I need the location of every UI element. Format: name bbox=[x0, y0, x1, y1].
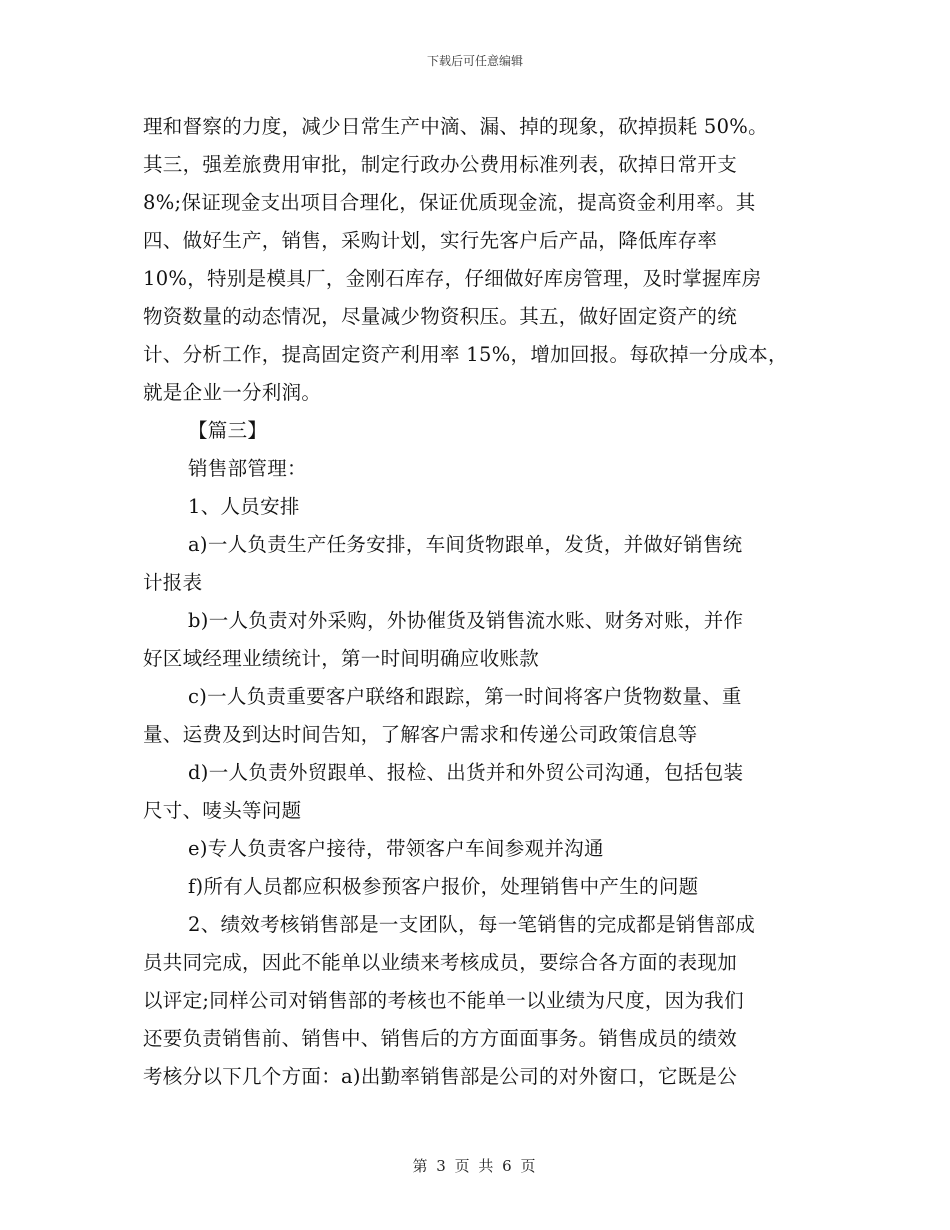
text-line: 员共同完成，因此不能单以业绩来考核成员，要综合各方面的表现加 bbox=[143, 951, 738, 974]
text-line: 10%，特别是模具厂，金刚石库存，仔细做好库房管理，及时掌握库房 bbox=[143, 267, 762, 290]
list-item-line: 好区域经理业绩统计，第一时间明确应收账款 bbox=[143, 647, 540, 670]
text-line: 8%;保证现金支出项目合理化，保证优质现金流，提高资金利用率。其 bbox=[143, 191, 756, 214]
page-header: 下载后可任意编辑 bbox=[426, 54, 523, 68]
text-line: 物资数量的动态情况，尽量减少物资积压。其五，做好固定资产的统 bbox=[143, 305, 738, 328]
list-item-line: 计报表 bbox=[143, 571, 203, 594]
page-number-footer: 第 3 页 共 6 页 bbox=[412, 1157, 538, 1175]
text-line: 还要负责销售前、销售中、销售后的方方面面事务。销售成员的绩效 bbox=[143, 1027, 738, 1050]
list-item-line: e)专人负责客户接待，带领客户车间参观并沟通 bbox=[188, 837, 604, 860]
numbered-heading: 1、人员安排 bbox=[188, 495, 300, 518]
text-line: 以评定;同样公司对销售部的考核也不能单一以业绩为尺度，因为我们 bbox=[143, 989, 744, 1012]
text-line: 考核分以下几个方面：a)出勤率销售部是公司的对外窗口，它既是公 bbox=[143, 1065, 738, 1088]
document-body bbox=[143, 108, 823, 1096]
section-heading: 【篇三】 bbox=[188, 419, 268, 442]
text-line: 四、做好生产，销售，采购计划，实行先客户后产品，降低库存率 bbox=[143, 229, 718, 252]
list-item-line: a)一人负责生产任务安排，车间货物跟单，发货，并做好销售统 bbox=[188, 533, 743, 556]
list-item-line: b)一人负责对外采购，外协催货及销售流水账、财务对账，并作 bbox=[188, 609, 744, 632]
list-item-line: d)一人负责外贸跟单、报检、出货并和外贸公司沟通，包括包装 bbox=[188, 761, 744, 784]
subsection-heading: 销售部管理： bbox=[188, 457, 307, 480]
numbered-paragraph-line: 2、绩效考核销售部是一支团队，每一笔销售的完成都是销售部成 bbox=[188, 913, 756, 936]
list-item-line: f)所有人员都应积极参预客户报价，处理销售中产生的问题 bbox=[188, 875, 699, 898]
text-line: 其三，强差旅费用审批，制定行政办公费用标准列表，砍掉日常开支 bbox=[143, 153, 738, 176]
text-line: 理和督察的力度，减少日常生产中滴、漏、掉的现象，砍掉损耗 50%。 bbox=[143, 115, 768, 138]
text-line: 就是企业一分利润。 bbox=[143, 381, 322, 404]
list-item-line: 尺寸、唛头等问题 bbox=[143, 799, 302, 822]
list-item-line: c)一人负责重要客户联络和跟踪，第一时间将客户货物数量、重 bbox=[188, 685, 742, 708]
text-line: 计、分析工作，提高固定资产利用率 15%，增加回报。每砍掉一分成本， bbox=[143, 343, 788, 366]
list-item-line: 量、运费及到达时间告知，了解客户需求和传递公司政策信息等 bbox=[143, 723, 698, 746]
